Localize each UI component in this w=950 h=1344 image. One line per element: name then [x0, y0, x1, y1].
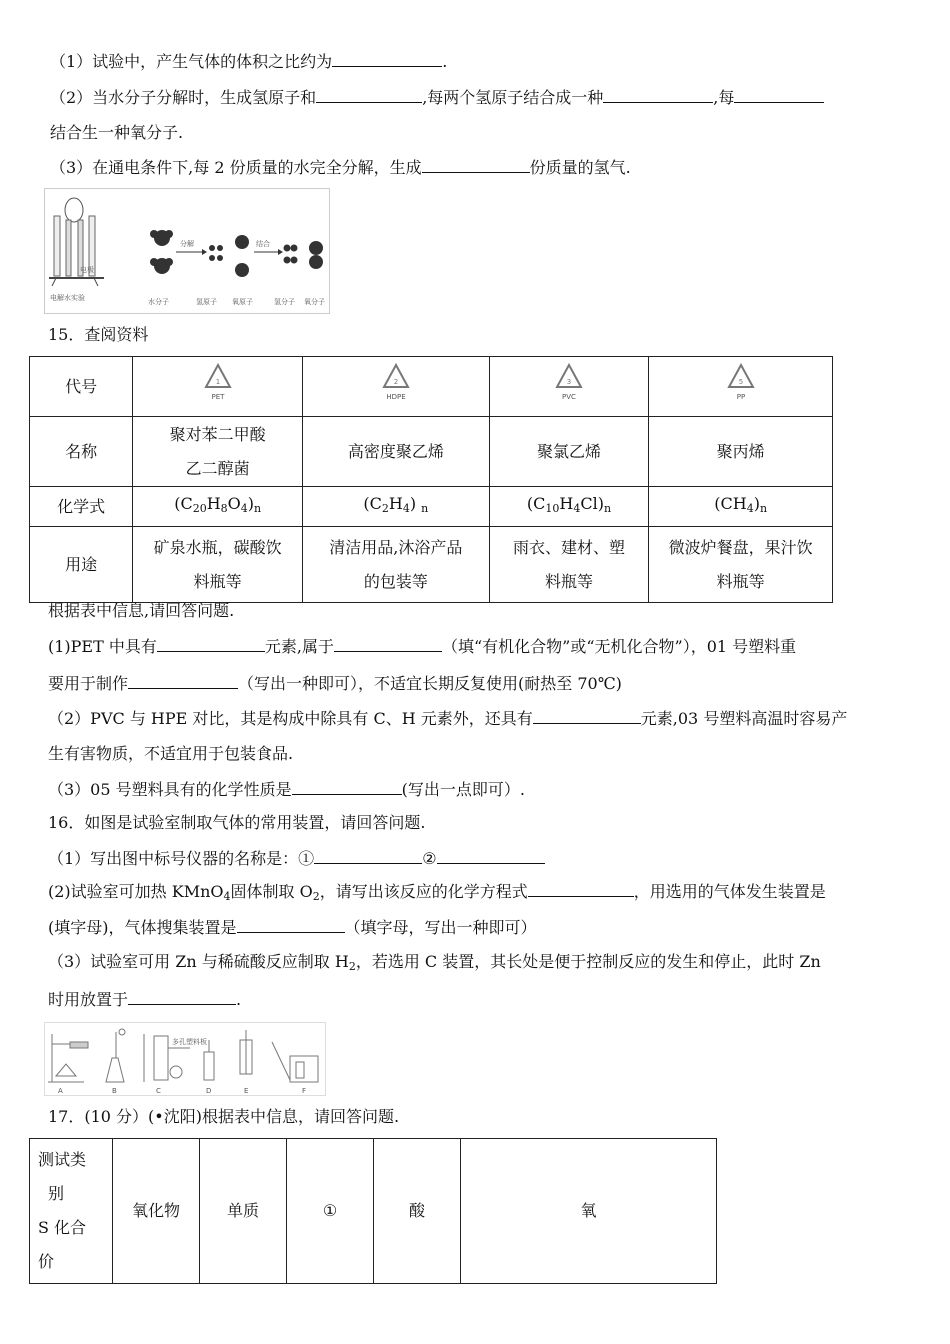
table-cell: 清洁用品,沐浴产品 的包装等 — [303, 527, 490, 603]
plastics-table — [29, 356, 833, 603]
table-row — [30, 357, 833, 417]
q17-title: 17．(10 分）(•沈阳)根据表中信息，请回答问题. — [48, 1107, 400, 1126]
q16-part1: （1）写出图中标号仪器的名称是：① ② — [48, 847, 545, 870]
row-header: 代号 — [30, 357, 133, 417]
electrode-label: 电极 — [80, 266, 94, 274]
row-header: 化学式 — [30, 487, 133, 527]
answer-blank[interactable] — [316, 86, 422, 103]
table-cell: 聚氯乙烯 — [489, 417, 649, 487]
q16-title: 16．如图是试验室制取气体的常用装置，请回答问题. — [48, 813, 426, 832]
apparatus-label: 电解水实验 — [50, 294, 85, 302]
svg-text:PVC: PVC — [562, 392, 576, 401]
hydrogen-molecule-label: 氢分子 — [274, 298, 295, 306]
svg-text:5: 5 — [738, 377, 743, 386]
table-row — [30, 1139, 717, 1284]
svg-text:PP: PP — [736, 392, 745, 401]
recycle-icon — [198, 359, 238, 403]
porous-plate-label: 多孔塑料板 — [172, 1038, 207, 1046]
answer-blank[interactable] — [128, 988, 236, 1005]
table-cell: 酸 — [374, 1139, 461, 1284]
recycle-symbol-pvc — [489, 357, 649, 417]
electrolysis-figure — [44, 188, 330, 314]
table-cell: 矿泉水瓶，碳酸饮 料瓶等 — [133, 527, 303, 603]
q15-part3: （3）05 号塑料具有的化学性质是 (写出一点即可）. — [48, 780, 525, 799]
answer-blank[interactable] — [603, 86, 713, 103]
water-molecule-label: 水分子 — [148, 298, 169, 306]
table-cell: 单质 — [200, 1139, 287, 1284]
oxygen-atom-label: 氧原子 — [232, 298, 253, 306]
apparatus-b-label: B — [112, 1087, 117, 1095]
svg-text:PET: PET — [211, 392, 225, 401]
svg-text:1: 1 — [215, 377, 220, 386]
svg-text:HDPE: HDPE — [386, 392, 406, 401]
apparatus-a-label: A — [58, 1087, 63, 1095]
q15-part1-cont: 要用于制作 （写出一种即可），不适宜长期反复使用(耐热至 70℃) — [48, 674, 622, 693]
table-cell: 微波炉餐盘，果汁饮 料瓶等 — [649, 527, 833, 603]
row-header: 测试类 别 S 化合 价 — [30, 1139, 113, 1284]
q14-part2: （2）当水分子分解时，生成氢原子和 ,每两个氢原子结合成一种 ,每 — [50, 86, 824, 109]
apparatus-e-label: E — [244, 1087, 249, 1095]
answer-blank[interactable] — [437, 847, 545, 864]
apparatus-d-label: D — [206, 1087, 212, 1095]
q16-part3-cont: 时用放置于 . — [48, 990, 242, 1009]
q14-part2-cont: 结合生一种氧分子. — [50, 123, 184, 142]
apparatus-f-label: F — [302, 1087, 307, 1095]
svg-text:2: 2 — [393, 377, 399, 386]
formula-cell: $(C_2H_4)$ $_n$ — [303, 487, 490, 527]
table-cell: 聚丙烯 — [649, 417, 833, 487]
q16-part2-cont: (填字母)，气体搜集装置是 （填字母，写出一种即可） — [48, 918, 537, 937]
table-cell: 氧 — [461, 1139, 717, 1284]
apparatus-c-label: C — [156, 1087, 161, 1095]
oxygen-molecule-label: 氧分子 — [304, 298, 325, 306]
q15-part2: （2）PVC 与 HPE 对比，其是构成中除具有 C、H 元素外，还具有 元素,03 号塑料高温时容易产 — [48, 709, 848, 728]
formula-cell: $(C_{10}H_4Cl)_n$ — [489, 487, 649, 527]
table-cell: 雨衣、建材、塑 料瓶等 — [489, 527, 649, 603]
lab-apparatus-figure — [44, 1022, 326, 1096]
table-cell: 氧化物 — [113, 1139, 200, 1284]
answer-blank[interactable] — [734, 86, 824, 103]
answer-blank[interactable] — [314, 847, 422, 864]
table-cell: ① — [287, 1139, 374, 1284]
table-cell: 聚对苯二甲酸 乙二醇菌 — [133, 417, 303, 487]
q15-title: 15．查阅资料 — [48, 325, 149, 344]
q14-part3: （3）在通电条件下,每 2 份质量的水完全分解，生成 份质量的氢气. — [50, 158, 631, 177]
q15-part2-cont: 生有害物质，不适宜用于包装食品. — [48, 744, 294, 763]
answer-blank[interactable] — [128, 672, 238, 689]
recycle-symbol-pp — [649, 357, 833, 417]
recycle-symbol-pet — [133, 357, 303, 417]
table-row — [30, 487, 833, 527]
q15-intro: 根据表中信息,请回答问题. — [48, 601, 235, 620]
table-row — [30, 527, 833, 603]
answer-blank[interactable] — [533, 707, 641, 724]
row-header: 名称 — [30, 417, 133, 487]
recycle-symbol-hdpe — [303, 357, 490, 417]
recycle-icon — [549, 359, 589, 403]
recycle-icon — [721, 359, 761, 403]
formula-cell: $(CH_4)_n$ — [649, 487, 833, 527]
answer-blank[interactable] — [332, 50, 442, 67]
q16-part2: (2)试验室可加热 KMnO$_4$固体制取 $O_2$，请写出该反应的化学方程式 ，用选用的气体发生装置是 — [48, 882, 826, 903]
combine-label: 结合 — [256, 240, 270, 248]
answer-blank[interactable] — [157, 635, 265, 652]
answer-blank[interactable] — [528, 880, 634, 897]
svg-text:3: 3 — [566, 377, 572, 386]
answer-blank[interactable] — [422, 156, 530, 173]
sulfur-table — [29, 1138, 717, 1284]
table-row — [30, 417, 833, 487]
decompose-label: 分解 — [180, 240, 194, 248]
answer-blank[interactable] — [334, 635, 442, 652]
hydrogen-atom-label: 氢原子 — [196, 298, 217, 306]
answer-blank[interactable] — [237, 916, 345, 933]
answer-blank[interactable] — [292, 778, 402, 795]
q15-part1: (1)PET 中具有 元素,属于 （填“有机化合物”或“无机化合物”），01 号塑料重 — [48, 637, 797, 656]
q14-part1: （1）试验中，产生气体的体积之比约为 . — [50, 52, 448, 71]
q16-part3: （3）试验室可用 Zn 与稀硫酸反应制取 $H_2$，若选用 C 装置，其长处是便于控制反应的发生和停止，此时 Zn — [48, 952, 821, 973]
formula-cell: $(C_{20}H_8O_4)_n$ — [133, 487, 303, 527]
table-cell: 高密度聚乙烯 — [303, 417, 490, 487]
row-header: 用途 — [30, 527, 133, 603]
recycle-icon — [376, 359, 416, 403]
